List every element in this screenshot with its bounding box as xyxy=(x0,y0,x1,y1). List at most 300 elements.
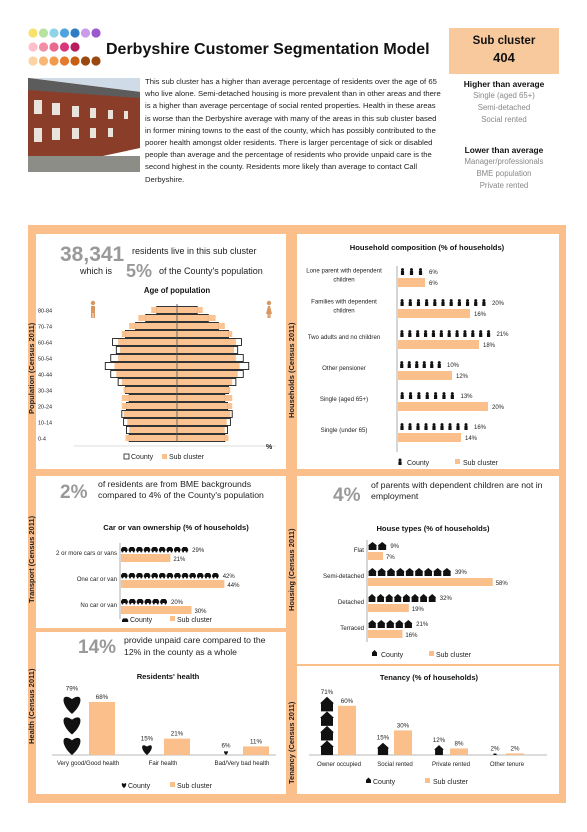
household-category-label: Two adults and no children xyxy=(307,334,381,341)
tenancy-category-label: Owner occupied xyxy=(316,761,362,768)
car-bar-county xyxy=(133,603,135,605)
car-bar-county xyxy=(186,577,188,579)
household-bar-county xyxy=(440,426,443,430)
household-bar-county xyxy=(408,330,411,333)
legend-county: County xyxy=(128,783,151,790)
car-title: Car or van ownership (% of households) xyxy=(103,523,249,532)
household-bar-county xyxy=(441,302,444,306)
legend-county-swatch xyxy=(124,454,129,459)
household-bar-county xyxy=(441,423,444,426)
svg-text:Households (Census 2011): Households (Census 2011) xyxy=(287,322,296,418)
car-bar-county xyxy=(166,547,173,551)
legend-county: County xyxy=(407,460,430,467)
household-value-county: 6% xyxy=(429,270,438,276)
age-tick-label: 0-4 xyxy=(38,436,46,443)
tenancy-bar-county xyxy=(320,697,334,712)
population-side-label xyxy=(26,234,38,469)
household-bar-county xyxy=(400,426,403,430)
tenancy-side-label xyxy=(285,666,297,794)
household-bar-county xyxy=(401,423,404,426)
tenancy-bar-county xyxy=(320,711,334,726)
household-bar-county xyxy=(450,299,453,302)
household-bar-county xyxy=(458,299,461,302)
car-bar-county xyxy=(159,573,166,577)
car-bar-county xyxy=(212,573,219,577)
household-bar-sub xyxy=(398,371,452,380)
house-value-sub: 19% xyxy=(411,607,424,613)
age-tick-label: 20-24 xyxy=(38,404,53,411)
car-bar-county xyxy=(174,547,181,551)
car-bar-county xyxy=(159,551,161,553)
car-bar-county xyxy=(175,577,177,579)
household-bar-county xyxy=(434,395,437,399)
car-bar-sub xyxy=(121,554,170,562)
car-bar-county xyxy=(174,573,181,577)
parents-pct: 4% xyxy=(333,485,361,506)
household-bar-county xyxy=(419,271,422,275)
household-bar-county xyxy=(424,330,427,333)
car-bar-county xyxy=(175,551,177,553)
household-bar-county xyxy=(465,423,468,426)
house-category-label: Flat xyxy=(353,547,364,554)
household-bar-county xyxy=(401,395,404,399)
household-bar-county xyxy=(401,392,404,395)
house-value-county: 39% xyxy=(454,570,467,576)
car-bar-county xyxy=(160,599,167,603)
household-bar-county xyxy=(408,364,411,368)
household-bar-county xyxy=(474,299,477,302)
car-bar-county xyxy=(129,577,131,579)
car-bar-county xyxy=(190,577,192,579)
svg-text:Health (Census 2011): Health (Census 2011) xyxy=(27,668,36,744)
car-value-county: 20% xyxy=(171,600,184,606)
residents-text: residents live in this sub cluster xyxy=(132,246,257,256)
household-value-sub: 12% xyxy=(456,374,469,380)
legend-sub-swatch xyxy=(170,616,175,621)
car-bar-county xyxy=(122,603,124,605)
housing-card xyxy=(297,476,559,664)
car-bar-county xyxy=(155,551,157,553)
household-bar-county xyxy=(487,333,490,337)
household-bar-county xyxy=(451,395,454,399)
car-bar-county xyxy=(140,551,142,553)
health-bar-county xyxy=(224,751,228,755)
logo-dot xyxy=(70,28,79,37)
house-bar-county xyxy=(377,620,385,628)
legend-sub: Sub cluster xyxy=(433,779,469,786)
transport-card xyxy=(36,476,286,628)
health-bar-county xyxy=(64,738,81,755)
tenancy-value-sub: 8% xyxy=(454,740,464,748)
lower-than-average xyxy=(449,144,559,192)
housing-side-label xyxy=(285,476,297,664)
household-value-sub: 16% xyxy=(474,312,487,318)
sub-cluster-badge xyxy=(449,28,559,74)
car-bar-county xyxy=(153,603,155,605)
household-bar-county xyxy=(400,330,403,333)
car-bar-county xyxy=(182,551,184,553)
house-bar-county xyxy=(433,568,442,576)
health-title: Residents' health xyxy=(136,672,200,681)
car-value-county: 29% xyxy=(192,548,205,554)
household-bar-county xyxy=(456,330,459,333)
house-bar-county xyxy=(387,568,396,576)
logo-dot xyxy=(49,28,58,37)
household-bar-county xyxy=(433,423,436,426)
car-bar-county xyxy=(152,599,159,603)
house-bar-county xyxy=(377,594,385,602)
car-bar-county xyxy=(149,603,151,605)
house-bar-county xyxy=(378,542,387,550)
logo-dot xyxy=(91,28,100,37)
house-category-label: Terraced xyxy=(340,625,364,632)
logo-dot xyxy=(39,42,48,51)
car-bar-sub xyxy=(121,580,224,588)
household-value-county: 21% xyxy=(496,332,509,338)
household-bar-county xyxy=(458,302,461,306)
logo-dot xyxy=(39,28,48,37)
household-bar-sub xyxy=(398,340,479,349)
tenancy-value-county: 2% xyxy=(490,745,500,753)
bme-pct: 2% xyxy=(60,482,88,503)
legend-county: County xyxy=(131,454,154,461)
car-value-county: 42% xyxy=(222,574,235,580)
age-tick-label: 40-44 xyxy=(38,372,53,379)
household-value-sub: 20% xyxy=(492,405,505,411)
car-bar-county xyxy=(213,577,215,579)
house-bar-sub xyxy=(368,552,383,560)
legend-county-icon xyxy=(398,462,401,466)
house-bar-county xyxy=(368,620,376,628)
car-bar-county xyxy=(133,577,135,579)
sub-cluster-label: Sub cluster xyxy=(472,35,536,47)
car-bar-county xyxy=(133,551,135,553)
household-bar-county xyxy=(479,330,482,333)
car-bar-county xyxy=(159,577,161,579)
logo-dot xyxy=(60,56,69,65)
car-bar-county xyxy=(121,599,128,603)
health-category-label: Very good/Good health xyxy=(56,760,120,767)
population-pct: 5% xyxy=(126,261,153,281)
household-bar-county xyxy=(417,395,420,399)
car-bar-county xyxy=(137,603,139,605)
age-tick-label: 30-34 xyxy=(38,388,53,395)
house-types-title: House types (% of households) xyxy=(376,524,490,533)
legend-county: County xyxy=(130,617,153,624)
household-bar-county xyxy=(471,330,474,333)
car-category-label: No car or van xyxy=(80,602,117,609)
car-bar-county xyxy=(125,603,127,605)
house-value-sub: 58% xyxy=(495,581,508,587)
car-bar-county xyxy=(161,603,163,605)
household-bar-county xyxy=(425,302,428,306)
tenancy-bar-sub xyxy=(338,706,356,755)
house-bar-county xyxy=(368,542,377,550)
house-bar-county xyxy=(377,568,386,576)
transport-side-label xyxy=(26,476,38,628)
tenancy-title: Tenancy (% of households) xyxy=(379,673,479,682)
tenancy-card xyxy=(297,666,559,794)
population-pct-text: of the County's population xyxy=(159,266,263,276)
legend-sub: Sub cluster xyxy=(463,460,499,467)
car-bar-county xyxy=(205,573,212,577)
car-bar-county xyxy=(189,573,196,577)
households-side-label xyxy=(285,234,297,469)
car-bar-county xyxy=(140,577,142,579)
household-category-label: Lone parent with dependent children xyxy=(306,267,382,284)
health-value-sub: 11% xyxy=(250,738,262,746)
logo-dot xyxy=(49,42,58,51)
tenancy-value-sub: 2% xyxy=(510,745,520,753)
logo-dot xyxy=(81,28,90,37)
household-bar-county xyxy=(409,302,412,306)
households-title: Household composition (% of households) xyxy=(349,243,505,252)
street-photo xyxy=(28,78,140,172)
car-bar-county xyxy=(144,547,151,551)
health-value-sub: 68% xyxy=(95,693,109,701)
logo-dot xyxy=(28,56,37,65)
svg-text:Housing (Census 2011): Housing (Census 2011) xyxy=(287,528,296,611)
legend-county-icon xyxy=(122,783,127,788)
health-side-label xyxy=(26,632,38,794)
household-category-label: Single (aged 65+) xyxy=(319,396,369,403)
household-bar-county xyxy=(433,302,436,306)
intro-paragraph: This sub cluster has a higher than average percentage of residents over the age of 65 who live alone. Semi-detached housing is more prevalent than in other areas and there is a higher than average percentage of social rented properties. Health in these areas is worse than the Derbyshire average with many of the areas in this sub cluster based in former mining towns to the east of the county, which has possibly contributed to the poorer health amongst older residents. There is larger percentage of sick or disabled people than average and the percentage of residents who provide unpaid care is the second highest in the county. Residents more likely than average to contact Call Derbyshire. xyxy=(145,77,441,184)
household-bar-county xyxy=(433,299,436,302)
household-bar-county xyxy=(448,426,451,430)
household-value-sub: 14% xyxy=(465,436,478,442)
car-bar-county xyxy=(121,547,128,551)
population-card xyxy=(36,234,286,469)
female-icon xyxy=(266,301,272,318)
car-bar-county xyxy=(178,577,180,579)
household-bar-county xyxy=(438,361,441,364)
household-bar-county xyxy=(482,299,485,302)
car-bar-county xyxy=(157,603,159,605)
household-bar-county xyxy=(400,333,403,337)
car-value-sub: 30% xyxy=(194,609,207,615)
house-value-county: 9% xyxy=(390,544,400,550)
age-tick-label: 80-84 xyxy=(38,308,53,315)
house-bar-county xyxy=(368,594,376,602)
house-bar-county xyxy=(394,594,402,602)
car-bar-county xyxy=(122,577,124,579)
car-bar-county xyxy=(209,577,211,579)
car-bar-county xyxy=(122,551,124,553)
logo-dot xyxy=(39,56,48,65)
care-pct: 14% xyxy=(78,637,117,658)
car-bar-county xyxy=(151,547,158,551)
health-category-label: Fair health xyxy=(148,760,178,767)
legend-sub: Sub cluster xyxy=(436,652,472,659)
tenancy-bar-county xyxy=(377,743,389,755)
household-bar-county xyxy=(417,392,420,395)
household-bar-county xyxy=(457,423,460,426)
house-bar-sub xyxy=(368,604,409,612)
health-value-county: 15% xyxy=(140,735,154,743)
car-bar-county xyxy=(159,547,166,551)
health-value-sub: 21% xyxy=(170,730,184,738)
tenancy-bar-sub xyxy=(450,748,468,755)
car-bar-county xyxy=(171,551,173,553)
household-bar-county xyxy=(440,333,443,337)
household-value-sub: 6% xyxy=(429,281,438,287)
household-bar-county xyxy=(417,423,420,426)
car-bar-county xyxy=(125,577,127,579)
tenancy-value-county: 71% xyxy=(320,688,334,696)
logo-dot xyxy=(70,42,79,51)
household-category-label: Single (under 65) xyxy=(320,427,368,434)
household-category-label: Other pensioner xyxy=(322,365,366,372)
residents-number: 38,341 xyxy=(60,243,125,266)
car-bar-county xyxy=(144,577,146,579)
legend-sub-swatch xyxy=(170,782,175,787)
household-bar-county xyxy=(487,330,490,333)
car-bar-county xyxy=(216,577,218,579)
household-bar-county xyxy=(410,271,413,275)
car-bar-county xyxy=(178,551,180,553)
household-bar-county xyxy=(456,426,459,430)
house-bar-sub xyxy=(368,578,493,586)
car-bar-county xyxy=(144,573,151,577)
car-bar-county xyxy=(144,551,146,553)
household-bar-county xyxy=(448,330,451,333)
household-bar-county xyxy=(474,302,477,306)
household-bar-county xyxy=(482,302,485,306)
household-bar-county xyxy=(417,302,420,306)
household-bar-sub xyxy=(398,309,470,318)
households-card xyxy=(297,234,559,469)
house-category-label: Detached xyxy=(337,599,364,606)
lower-item: Private rented xyxy=(479,181,529,190)
higher-item: Single (aged 65+) xyxy=(473,91,535,100)
house-bar-county xyxy=(385,594,393,602)
tenancy-category-label: Social rented xyxy=(377,761,413,768)
which-is-text: which is xyxy=(80,266,113,276)
car-category-label: One car or van xyxy=(76,576,117,583)
legend-county-icon xyxy=(372,650,377,656)
logo-dot xyxy=(60,42,69,51)
parents-text: of parents with dependent children are not in employment xyxy=(371,480,543,501)
car-bar-county xyxy=(129,551,131,553)
car-bar-county xyxy=(121,573,128,577)
household-bar-county xyxy=(466,302,469,306)
household-bar-county xyxy=(410,268,413,271)
car-bar-county xyxy=(137,599,144,603)
household-bar-county xyxy=(448,333,451,337)
house-bar-county xyxy=(420,594,428,602)
logo-dot xyxy=(28,42,37,51)
household-bar-county xyxy=(400,364,403,368)
house-bar-county xyxy=(368,568,377,576)
house-value-county: 21% xyxy=(416,622,429,628)
higher-heading: Higher than average xyxy=(463,79,545,89)
household-bar-sub xyxy=(398,402,488,411)
house-bar-county xyxy=(415,568,424,576)
health-category-label: Bad/Very bad health xyxy=(214,760,270,767)
household-bar-county xyxy=(466,299,469,302)
car-bar-county xyxy=(129,547,136,551)
household-bar-county xyxy=(423,364,426,368)
lower-heading: Lower than average xyxy=(464,145,544,155)
household-bar-county xyxy=(450,302,453,306)
house-bar-county xyxy=(411,594,419,602)
car-bar-county xyxy=(148,577,150,579)
health-bar-sub xyxy=(243,746,269,755)
house-bar-county xyxy=(402,594,410,602)
care-text: provide unpaid care compared to the 12% in the county as a whole xyxy=(124,635,266,657)
household-bar-county xyxy=(440,330,443,333)
house-bar-county xyxy=(386,620,394,628)
legend-county: County xyxy=(381,652,404,659)
health-bar-county xyxy=(64,697,81,714)
tenancy-bar-sub xyxy=(394,730,412,755)
household-bar-county xyxy=(415,361,418,364)
car-bar-county xyxy=(148,551,150,553)
car-bar-county xyxy=(129,599,136,603)
car-bar-county xyxy=(163,551,165,553)
car-bar-county xyxy=(201,577,203,579)
car-value-sub: 44% xyxy=(227,583,240,589)
car-bar-county xyxy=(186,551,188,553)
male-icon xyxy=(91,301,95,318)
household-bar-county xyxy=(415,364,418,368)
health-bar-county xyxy=(142,745,152,755)
car-bar-county xyxy=(182,573,189,577)
household-bar-county xyxy=(401,271,404,275)
household-bar-county xyxy=(416,426,419,430)
house-value-county: 32% xyxy=(439,596,452,602)
car-bar-county xyxy=(163,577,165,579)
legend-sub: Sub cluster xyxy=(177,617,213,624)
car-bar-county xyxy=(197,577,199,579)
svg-text:Tenancy (Census 2011): Tenancy (Census 2011) xyxy=(287,701,296,784)
household-bar-county xyxy=(438,364,441,368)
legend-sub: Sub cluster xyxy=(177,783,213,790)
household-bar-county xyxy=(434,392,437,395)
household-bar-county xyxy=(430,364,433,368)
age-tick-label: 50-54 xyxy=(38,356,53,363)
car-bar-sub xyxy=(121,606,192,614)
car-bar-county xyxy=(136,573,143,577)
age-tick-label: 10-14 xyxy=(38,420,53,427)
logo-dot xyxy=(70,56,79,65)
tenancy-value-sub: 30% xyxy=(396,722,410,730)
household-bar-county xyxy=(442,392,445,395)
tenancy-bar-county xyxy=(320,740,334,755)
household-bar-county xyxy=(455,333,458,337)
household-bar-county xyxy=(430,361,433,364)
household-value-county: 10% xyxy=(447,363,460,369)
household-bar-county xyxy=(463,330,466,333)
car-value-sub: 21% xyxy=(173,557,186,563)
household-value-county: 13% xyxy=(460,394,473,400)
household-value-county: 20% xyxy=(492,301,505,307)
page-title: Derbyshire Customer Segmentation Model xyxy=(106,41,430,58)
car-bar-county xyxy=(152,577,154,579)
tenancy-value-county: 12% xyxy=(432,737,446,745)
house-bar-county xyxy=(428,594,436,602)
legend-sub-swatch xyxy=(429,651,434,656)
lower-item: Manager/professionals xyxy=(464,157,544,166)
legend-sub-swatch xyxy=(162,454,167,459)
health-bar-county xyxy=(64,717,81,734)
house-category-label: Semi-detached xyxy=(323,573,364,580)
car-bar-county xyxy=(137,577,139,579)
house-value-sub: 7% xyxy=(386,555,395,561)
household-bar-county xyxy=(424,426,427,430)
household-bar-county xyxy=(419,268,422,271)
